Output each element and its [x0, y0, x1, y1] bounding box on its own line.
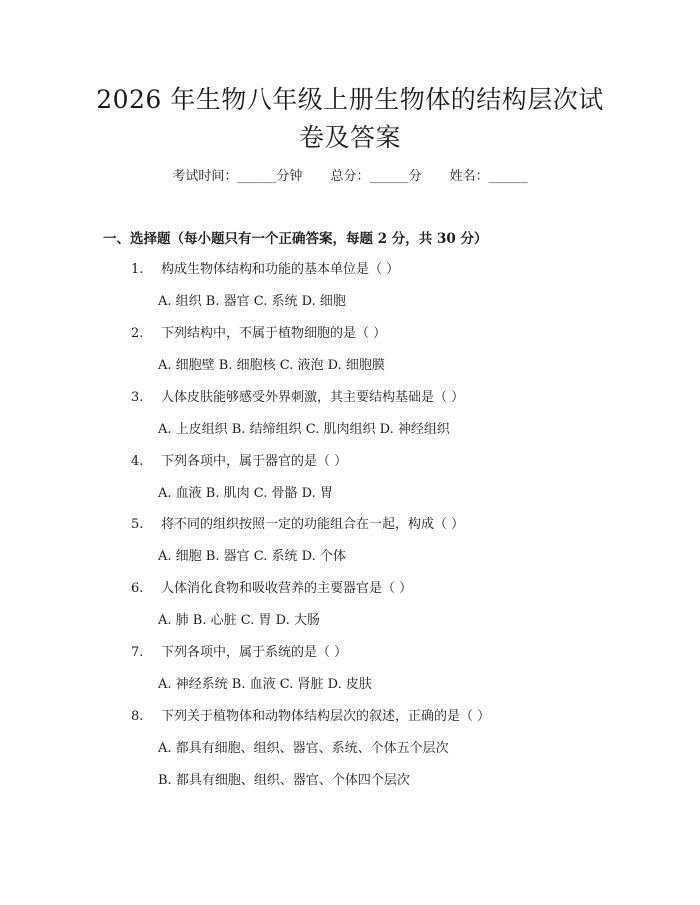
- question-7: [131, 644, 611, 662]
- total-score-field: 总分：______分: [330, 169, 422, 184]
- question-8-option-b: B. 都具有细胞、组织、器官、个体四个层次: [158, 773, 410, 788]
- question-stem: 下列各项中，属于器官的是（ ）: [161, 454, 348, 469]
- question-stem: 将不同的组织按照一定的功能组合在一起，构成（ ）: [161, 517, 465, 532]
- student-name-field: 姓名：______: [449, 169, 528, 184]
- question-number: 5.: [131, 517, 144, 532]
- question-4-options: A. 血液 B. 肌肉 C. 骨骼 D. 胃: [158, 486, 333, 501]
- question-2: [131, 325, 611, 343]
- question-number: 7.: [131, 645, 144, 660]
- exam-title-line-1: 2026 年生物八年级上册生物体的结构层次试: [96, 85, 604, 114]
- question-3: [131, 389, 611, 407]
- exam-time-field: 考试时间：______分钟: [172, 169, 303, 184]
- question-1-options: A. 组织 B. 器官 C. 系统 D. 细胞: [158, 294, 346, 309]
- question-stem: 人体皮肤能够感受外界刺激，其主要结构基础是（ ）: [161, 390, 465, 405]
- question-stem: 下列各项中，属于系统的是（ ）: [161, 645, 348, 660]
- question-stem: 下列关于植物体和动物体结构层次的叙述，正确的是（ ）: [161, 709, 491, 724]
- section-heading-multiple-choice: 一、选择题（每小题只有一个正确答案，每题 2 分，共 30 分）: [103, 231, 488, 247]
- question-6: [131, 580, 611, 598]
- exam-info-line: [0, 168, 700, 186]
- question-number: 1.: [131, 262, 144, 277]
- question-stem: 人体消化食物和吸收营养的主要器官是（ ）: [161, 581, 413, 596]
- question-number: 6.: [131, 581, 144, 596]
- question-stem: 构成生物体结构和功能的基本单位是（ ）: [161, 262, 400, 277]
- question-number: 8.: [131, 709, 144, 724]
- question-5-options: A. 细胞 B. 器官 C. 系统 D. 个体: [158, 549, 346, 564]
- question-8-option-a: A. 都具有细胞、组织、器官、系统、个体五个层次: [158, 741, 449, 756]
- exam-title-line-2: 卷及答案: [298, 123, 401, 152]
- question-number: 2.: [131, 326, 144, 341]
- question-3-options: A. 上皮组织 B. 结缔组织 C. 肌肉组织 D. 神经组织: [158, 422, 450, 437]
- question-6-options: A. 肺 B. 心脏 C. 胃 D. 大肠: [158, 613, 320, 628]
- question-1: [131, 261, 611, 279]
- question-8: [131, 708, 611, 726]
- question-5: [131, 516, 611, 534]
- question-7-options: A. 神经系统 B. 血液 C. 肾脏 D. 皮肤: [158, 677, 372, 692]
- question-stem: 下列结构中，不属于植物细胞的是（ ）: [161, 326, 387, 341]
- question-number: 3.: [131, 390, 144, 405]
- question-2-options: A. 细胞壁 B. 细胞核 C. 液泡 D. 细胞膜: [158, 358, 385, 373]
- question-4: [131, 453, 611, 471]
- question-number: 4.: [131, 454, 144, 469]
